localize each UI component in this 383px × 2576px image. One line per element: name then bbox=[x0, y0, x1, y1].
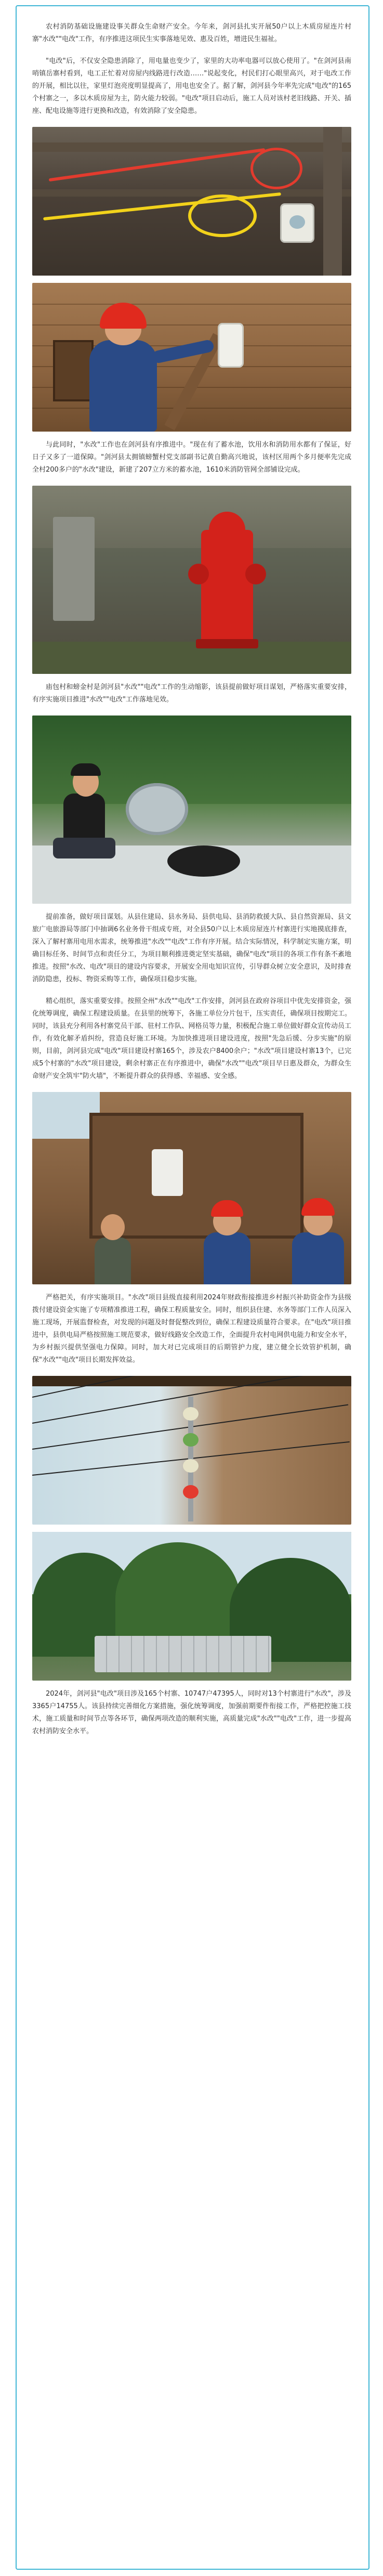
electric-meter-icon bbox=[152, 1149, 183, 1196]
steel-water-tank-icon bbox=[95, 1636, 271, 1672]
meter-dial bbox=[289, 215, 305, 229]
eave-beam bbox=[32, 1376, 351, 1386]
grass-ground bbox=[32, 642, 351, 674]
insulator-icon bbox=[183, 1407, 199, 1421]
worker-left-face bbox=[101, 1214, 125, 1240]
window-icon bbox=[53, 340, 94, 401]
photo-water-tank-inspection bbox=[32, 715, 351, 904]
hydrant-outlet-right bbox=[245, 564, 266, 584]
tank-opening bbox=[167, 845, 240, 877]
paragraph-summary-2024: 2024年，剑河县"电改"项目涉及165个村寨、10747户47395人，同时对13个村寨进行"水改"，涉及3365户14755人。该县持续完善细化方案措施，强化统筹调度，加强前期要件衔接工作，严格把控施工技术，施工质量和时间节点等各环节，确保两项改造的顺利实施，高质量完成"水改""电改"工作，进一步提高农村消防安全水平。 bbox=[32, 1690, 351, 1735]
tank-hatch-lid bbox=[126, 783, 188, 835]
article-content bbox=[32, 21, 351, 1747]
wooden-beam bbox=[32, 189, 351, 197]
photo-three-workers bbox=[32, 1092, 351, 1284]
stone-tablet bbox=[53, 517, 95, 621]
insulator-icon bbox=[183, 1433, 199, 1447]
worker-middle-body bbox=[204, 1232, 250, 1284]
wooden-beam bbox=[32, 142, 351, 152]
man-legs bbox=[53, 838, 115, 858]
hydrant-base bbox=[196, 639, 258, 648]
electric-box-icon bbox=[219, 324, 242, 366]
photo-power-insulators bbox=[32, 1376, 351, 1525]
paragraph-organization: 精心组织，落实重要安排。按照全州"水改""电改"工作安排，剑河县在政府谷项目中优先安排资金，强化统筹调度，确保工程建设质量。在县里的统筹下，各施工单位分片包干，压实责任，确保项目按期完工。同时，该县充分利用各村寨党员干部、驻村工作队、网格员等力量，积极配合施工单位做好群众宣传动员工作，有效化解矛盾纠纷，营造良好施工环境。为加快推进项目建设进度，按照"先急后缓、分步实施"的原则，目前，剑河县完成"电改"项目建设村寨165个，涉及农户8400余户；"水改"项目建设村寨13个，已完成5个村寨的"水改"项目建设，剩余村寨正在有序推进中，确保"水改""电改"项目早日惠及群众，为群众生命财产安全筑牢"防火墙"，不断提升群众的获得感、幸福感、安全感。 bbox=[32, 997, 351, 1080]
paragraph-preparation: 提前准备，做好项目谋划。从县住建局、县水务局、县供电局、县消防救援大队、县自然资源局、县文旅广电旅游局等部门中抽调6名业务骨干组成专班，对全县50户以上木质房屋连片村寨进行实地摸底排查，深入了解村寨用电用水需求，统筹推进"水改""电改"工作有序开展。结合实际情况，科学制定实施方案，明确目标任务、时间节点和责任分工，为项目顺利推进奠定坚实基础，确保"电改"项目的各项工作有条不紊地推进。按照"水改、电改"项目的建设内容要求，开展安全用电知识宣传，引导群众树立安全意识，及时排查消防隐患，投标、物资采购等工作，确保项目稳步实施。 bbox=[32, 913, 351, 983]
photo-fire-hydrant bbox=[32, 486, 351, 674]
photo-water-tanks-forest bbox=[32, 1532, 351, 1681]
worker-left-body bbox=[95, 1238, 131, 1284]
paragraph-quality-control: 严格把关，有序实施项目。"水改"项目县级直接利用2024年财政衔接推进乡村振兴补助资金作为县级拨付建设资金实施了专项精准推进工程，确保工程质量安全。同时，组织县住建、水务等部门工作人员深入施工现场，开展监督检查，对发现的问题及时督促整改到位，确保工程建设质量符合要求。在"电改"项目推进中，县供电局严格按照施工规范要求，做好线路安全改造工作，全面提升农村电网供电能力和安全水平，为乡村振兴提供坚强电力保障。同时，加大对已完成项目的后期管护力度，建立健全长效管护机制，确保"水改""电改"项目长期发挥效益。 bbox=[32, 1294, 351, 1364]
paragraph-water-reform: 与此同时，"水改"工作也在剑河县有序推进中。"现在有了蓄水池，饮用水和消防用水都有了保证，好日子又多了一道保障。"剑河县太拥镇螃蟹村党支部副书记黄自勤高兴地说，该村区用两个多月便率先完成全村200多户的"水改"建设，新建了207立方米的蓄水池，1610米消防管网全部铺设完成。 bbox=[32, 441, 351, 474]
insulator-icon bbox=[183, 1459, 199, 1473]
photo-electric-wires bbox=[32, 127, 351, 276]
worker-right-body bbox=[292, 1232, 344, 1284]
worker-body bbox=[89, 340, 157, 432]
yellow-wire-coil bbox=[188, 194, 257, 237]
photo-worker-installing bbox=[32, 283, 351, 432]
hydrant-outlet-left bbox=[188, 564, 209, 584]
red-helmet-icon bbox=[100, 303, 147, 329]
red-fire-hydrant-icon bbox=[201, 530, 253, 644]
red-wire bbox=[49, 148, 266, 181]
wooden-post bbox=[323, 127, 342, 276]
paragraph-intro: 农村消防基础设施建设事关群众生命财产安全。今年来，剑河县扎实开展50户以上木质房屋连片村寨"水改""电改"工作，有序推进这项民生实事落地见效、惠及百姓，增进民生福祉。 bbox=[32, 23, 351, 43]
paragraph-case-summary: 庙包村和螃金村是剑河县"水改""电改"工作的生动缩影，该县提前做好项目谋划，严格落实重要安排，有序实施项目推进"水改""电改"工作落地见效。 bbox=[32, 683, 351, 704]
man-body bbox=[63, 793, 105, 840]
red-wire-coil bbox=[250, 148, 302, 189]
red-helmet-icon bbox=[301, 1198, 335, 1216]
paragraph-electric-reform: "电改"后，不仅安全隐患消除了，用电量也变少了，家里的大功率电器可以放心使用了。"在剑河县南哨镇岳寨村看到，电工正忙着对房屋内线路进行改造……"说起变化，村民们打心眼里高兴，对于电改工作的开展，相比以往，家里灯泡亮度明显提高了，用电也安全了。据了解，剑河县今年率先完成"电改"的165个村寨之一，多以木质房屋为主，防火能力较弱。"电改"项目启动后，施工人员对该村老旧线路、开关、插座、配电设施等进行更换和改造，有效消除了安全隐患。 bbox=[32, 57, 351, 115]
insulator-icon bbox=[183, 1485, 199, 1499]
man-hair bbox=[71, 763, 101, 776]
